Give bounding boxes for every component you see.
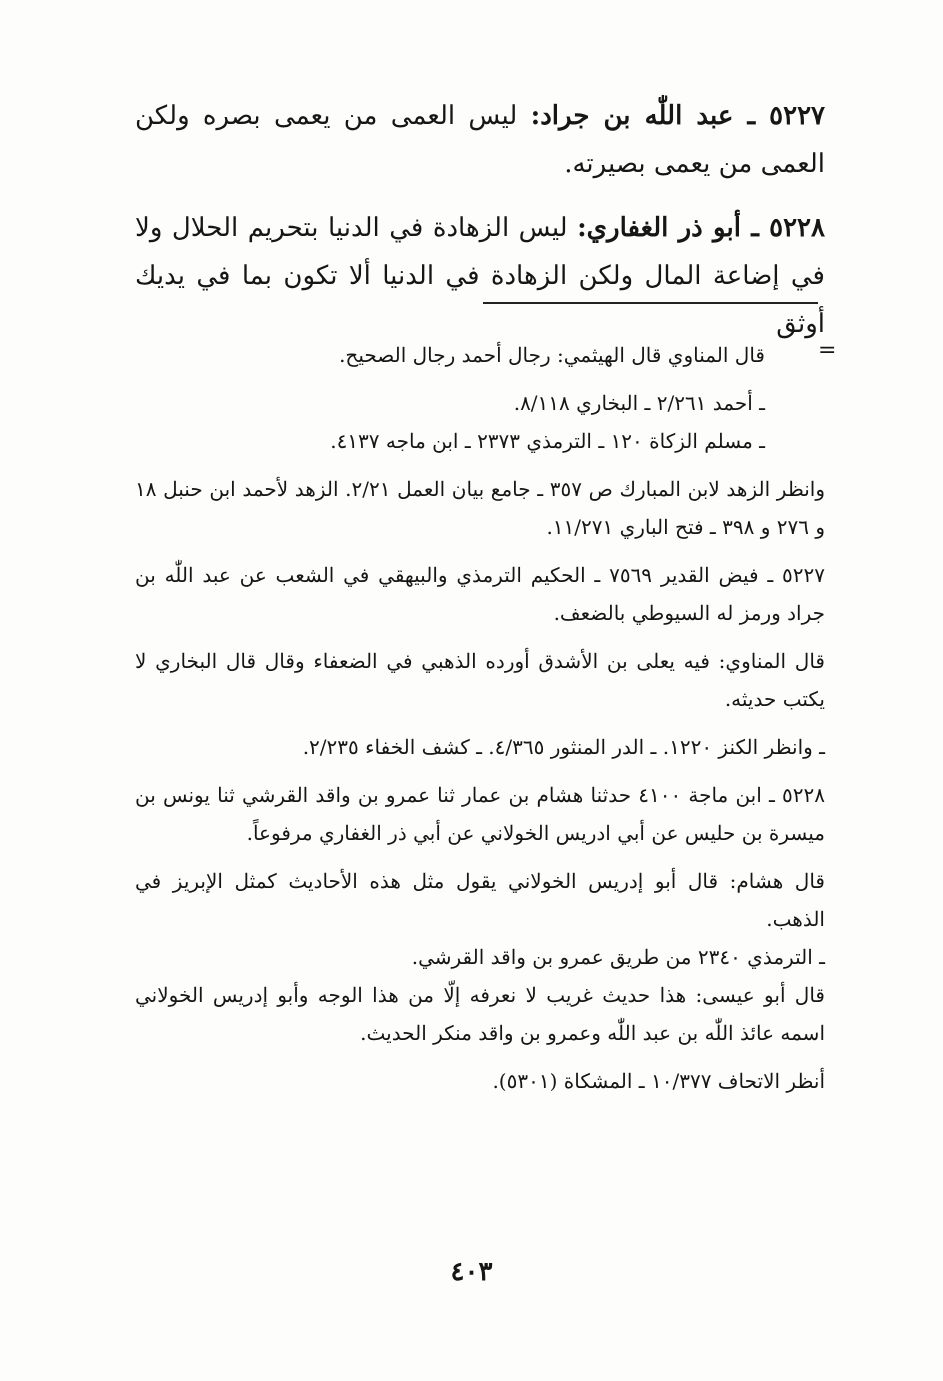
main-text (135, 92, 825, 364)
footnote-manawi-haythami: قال المناوي قال الهيثمي: رجال أحمد رجال الصحيح. (339, 343, 765, 367)
page-number: ٤٠٣ (450, 1257, 493, 1287)
entry-5228-head: ٥٢٢٨ ـ أبو ذر الغفاري: (577, 213, 825, 243)
footnote-5227-sources: ٥٢٢٧ ـ فيض القدير ٧٥٦٩ ـ الحكيم الترمذي والبيهقي في الشعب عن عبد اللّٰه بن جراد ورمز له السيوطي بالضعف. (135, 563, 825, 625)
footnote-separator (483, 302, 818, 304)
entry-5228-text: ليس الزهادة في الدنيا بتحريم الحلال ولا في إضاعة المال ولكن الزهادة في الدنيا ألا تكون بما في يديك أوثق (135, 213, 825, 339)
footnote-5228-isnad: ٥٢٢٨ ـ ابن ماجة ٤١٠٠ حدثنا هشام بن عمار ثنا عمرو بن واقد القرشي ثنا يونس بن ميسرة بن حليس عن أبي ادريس الخولاني عن أبي ذر الغفاري مرفوعاً. (135, 783, 825, 845)
continuation-mark: = (818, 338, 837, 363)
footnote-5227-see-also: ـ وانظر الكنز ١٢٢٠. ـ الدر المنثور ٤/٣٦٥. ـ كشف الخفاء ٢/٢٣٥. (302, 735, 825, 759)
entry-5227 (135, 92, 825, 188)
entry-5227-head: ٥٢٢٧ ـ عبد اللّٰه بن جراد: (530, 101, 825, 131)
footnote-hisham: قال هشام: قال أبو إدريس الخولاني يقول مثل هذه الأحاديث كمثل الإبريز في الذهب. (135, 869, 825, 931)
entry-5227-text: ليس العمى من يعمى بصره ولكن العمى من يعمى بصيرته. (135, 101, 825, 179)
footnote-ahmad-bukhari: ـ أحمد ٢/٢٦١ ـ البخاري ٨/١١٨. (513, 391, 765, 415)
footnote-muslim-tirmidhi: ـ مسلم الزكاة ١٢٠ ـ الترمذي ٢٣٧٣ ـ ابن ماجه ٤١٣٧. (330, 429, 765, 453)
footnote-ithaf-mishkat: أنظر الاتحاف ١٠/٣٧٧ ـ المشكاة (٥٣٠١). (492, 1069, 825, 1093)
entry-5228 (135, 204, 825, 348)
footnote-tirmidhi-2340: ـ الترمذي ٢٣٤٠ من طريق عمرو بن واقد القرشي. (411, 945, 825, 969)
footnote-zuhd-references: وانظر الزهد لابن المبارك ص ٣٥٧ ـ جامع بيان العمل ٢/٢١. الزهد لأحمد ابن حنبل ١٨ و ٢٧٦ و ٣٩٨ ـ فتح الباري ١١/٢٧١. (135, 477, 826, 539)
footnote-abu-isa: قال أبو عيسى: هذا حديث غريب لا نعرفه إلّا من هذا الوجه وأبو إدريس الخولاني اسمه عائذ اللّٰه بن عبد اللّٰه وعمرو بن واقد منكر الحديث. (135, 983, 825, 1045)
footnote-manawi-note: قال المناوي: فيه يعلى بن الأشدق أورده الذهبي في الضعفاء وقال قال البخاري لا يكتب حديثه. (135, 649, 825, 711)
footnotes (135, 336, 825, 1110)
